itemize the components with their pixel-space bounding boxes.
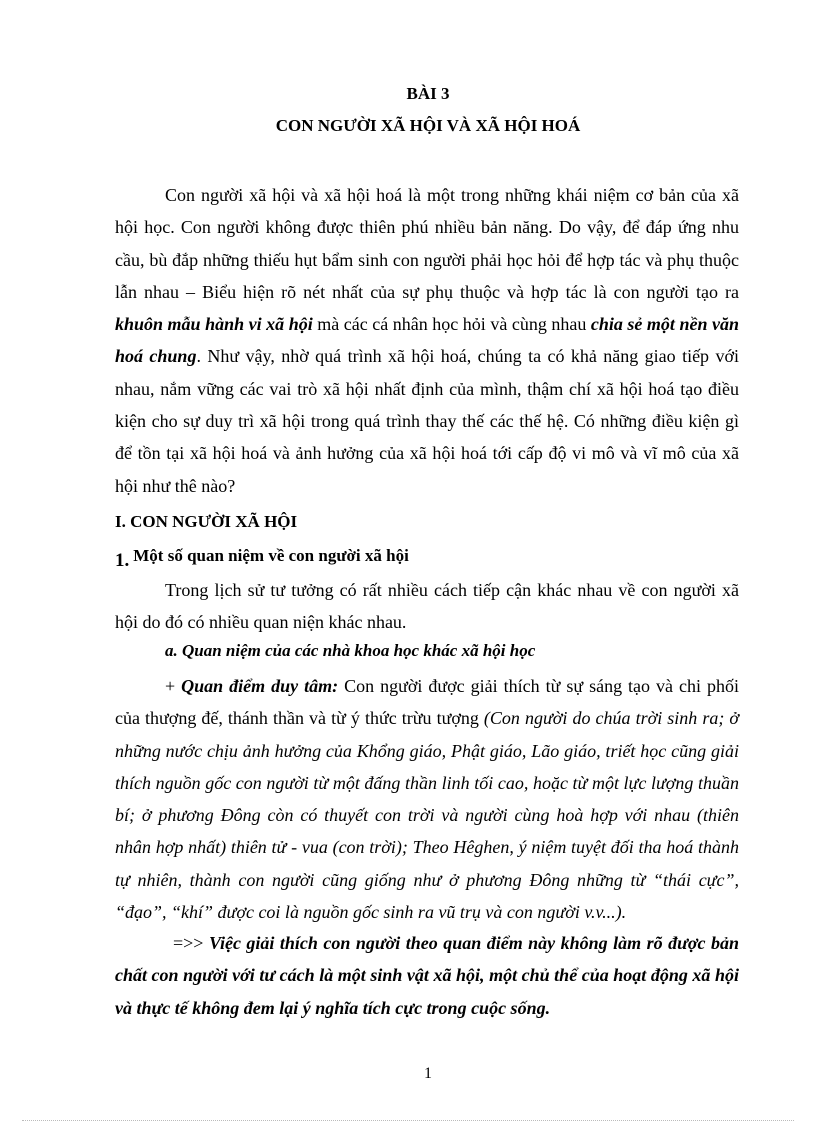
conclusion-paragraph: =>> Việc giải thích con người theo quan điểm này không làm rõ được bản chất con người với tư cách là một sinh vật xã hội, một chủ thể của hoạt động xã hội và thực tế không đem lại ý nghĩa tích cực trong cuộc sống. [115, 933, 739, 1018]
heading-a: a. Quan niệm của các nhà khoa học khác xã hội học [165, 641, 536, 660]
emphasis-shared-culture: chia sẻ một nền văn hoá chung [115, 314, 739, 367]
intro-paragraph: Con người xã hội và xã hội hoá là một trong những khái niệm cơ bản của xã hội học. Con người không được thiên phú nhiều bản năng. Do vậy, để đáp ứng nhu cầu, bù đắp những thiếu hụt bẩm sinh con người phải học hỏi để hợp tác và phụ thuộc lẫn nhau – Biểu hiện rõ nét nhất của sự phụ thuộc và hợp tác là con người tạo ra khuôn mẫu hành vi xã hội mà các cá nhân học hỏi và cùng nhau chia sẻ một nền văn hoá chung. Như vậy, nhờ quá trình xã hội hoá, chúng ta có khả năng giao tiếp với nhau, nắm vững các vai trò xã hội nhất định của mình, thậm chí xã hội hoá tạo điều kiện cho sự duy trì xã hội trong quá trình thay thế các thế hệ. Có những điều kiện gì để tồn tại xã hội hoá và ảnh hưởng của xã hội hoá tới cấp độ vi mô và vĩ mô của xã hội như thê nào? [115, 185, 739, 496]
subsection-heading [115, 546, 409, 572]
body-paragraph: Trong lịch sử tư tưởng có rất nhiều cách tiếp cận khác nhau về con người xã hội do đó có nhiều quan niện khác nhau. [115, 580, 739, 633]
emphasis-behavior-pattern: khuôn mẫu hành vi xã hội [115, 314, 313, 335]
lesson-title: BÀI 3 [406, 84, 450, 103]
section-heading: I. CON NGƯỜI XÃ HỘI [115, 512, 298, 531]
subsection-number: 1. [115, 550, 130, 571]
subsection-title: Một số quan niệm về con người xã hội [133, 546, 409, 565]
idealism-paragraph: + Quan điểm duy tâm: Con người được giải thích từ sự sáng tạo và chi phối của thượng đế, thánh thần và từ ý thức trừu tượng (Con người do chúa trời sinh ra; ở những nước chịu ảnh hưởng của Khổng giáo, Phật giáo, Lão giáo, triết học cũng giải thích nguồn gốc con người từ một đấng thần linh tối cao, hoặc từ một lực lượng thuần bí; ở phương Đông còn có thuyết con trời và người cùng hoà hợp với nhau (thiên nhân hợp nhất) thiên tử - vua (con trời); Theo Hêghen, ý niệm tuyệt đối tha hoá thành tự nhiên, thành con người cũng giống như ở phương Đông những từ “thái cực”, “đạo”, “khí” được coi là nguồn gốc sinh ra vũ trụ và con người v.v...). [115, 676, 739, 923]
conclusion-text: Việc giải thích con người theo quan điểm này không làm rõ được bản chất con người với tư cách là một sinh vật xã hội, một chủ thể của hoạt động xã hội và thực tế không đem lại ý nghĩa tích cực trong cuộc sống. [115, 933, 739, 1018]
page-number: 1 [424, 1065, 432, 1082]
idealism-label: Quan điểm duy tâm: [181, 676, 339, 696]
chapter-title: CON NGƯỜI XÃ HỘI VÀ XÃ HỘI HOÁ [275, 116, 581, 135]
idealism-explanation: (Con người do chúa trời sinh ra; ở những nước chịu ảnh hưởng của Khổng giáo, Phật giáo, Lão giáo, triết học cũng giải thích nguồn gốc con người từ một đấng thần linh tối cao, hoặc từ một lực lượng thuần bí; ở phương Đông còn có thuyết con trời và người cùng hoà hợp với nhau (thiên nhân hợp nhất) thiên tử - vua (con trời); Theo Hêghen, ý niệm tuyệt đối tha hoá thành tự nhiên, thành con người cũng giống như ở phương Đông những từ “thái cực”, “đạo”, “khí” được coi là nguồn gốc sinh ra vũ trụ và con người v.v...). [115, 708, 739, 923]
page-divider [22, 1120, 794, 1121]
